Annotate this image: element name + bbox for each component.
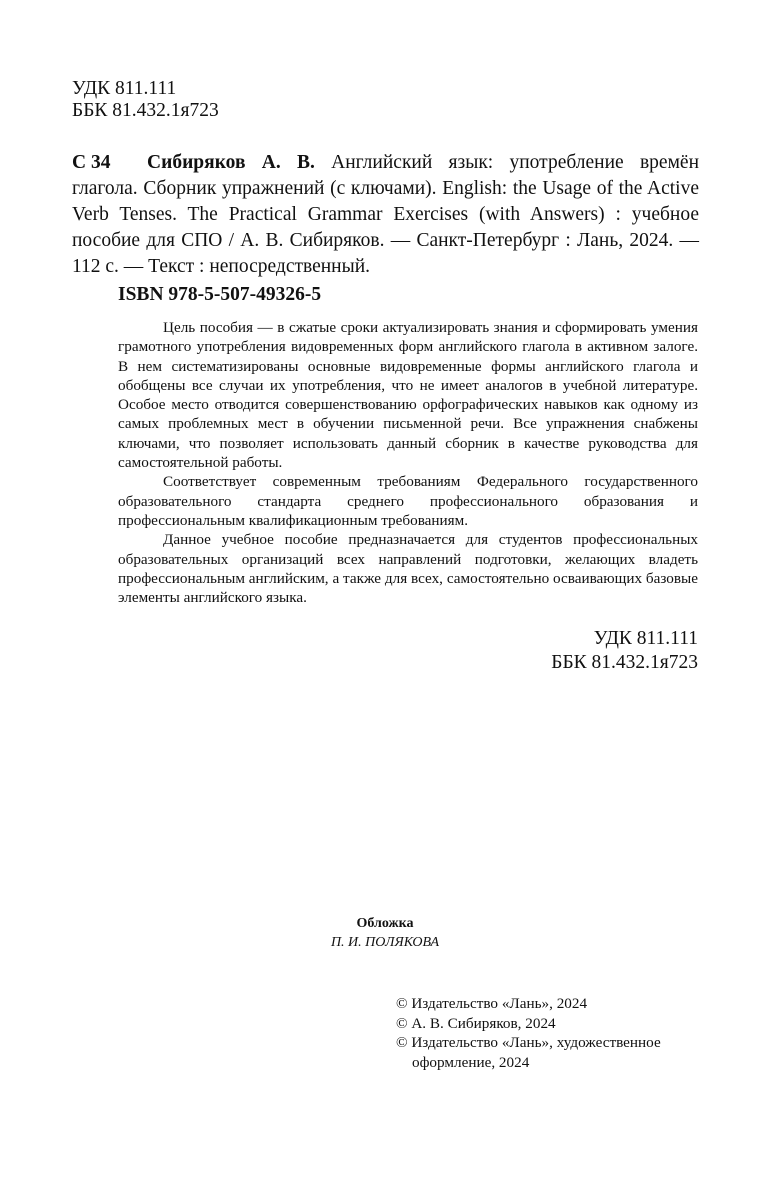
udk-code: УДК 811.111 <box>72 78 177 99</box>
copyright-line: © Издательство «Лань», 2024 <box>396 995 588 1012</box>
copyright-line: © А. В. Сибиряков, 2024 <box>396 1014 556 1032</box>
abstract <box>118 318 698 607</box>
description-text: Английский язык: употребление времён глагола. Сборник упражнений (с ключами). English: the Usage of the Active Verb Tenses. The Practical Grammar Exercises (with Answers) : учебное пособие для СПО / А. В. Сибиряков. — Санкт-Петербург : Лань, 2024. — 112 с. — Текст : непосредственный. <box>72 152 700 277</box>
cover-designer: П. И. ПОЛЯКОВА <box>330 935 440 950</box>
bibliographic-description <box>72 150 699 280</box>
copyright-block <box>396 994 706 1072</box>
abstract-paragraph: Соответствует современным требованиям Федерального государственного образовательного стандарта среднего профессионального образования и профессиональным квалификационным требованиям. <box>118 473 698 529</box>
bbk-code: ББК 81.432.1я723 <box>551 652 698 673</box>
bbk-code: ББК 81.432.1я723 <box>72 100 219 121</box>
author-name: Сибиряков А. В. <box>147 152 315 173</box>
isbn: ISBN 978-5-507-49326-5 <box>118 284 322 305</box>
udk-code: УДК 811.111 <box>593 628 698 649</box>
classification-block-top <box>72 78 219 122</box>
cover-label: Обложка <box>356 916 414 931</box>
copyright-line: © Издательство «Лань», художественное оформление, 2024 <box>396 1034 661 1071</box>
classification-block-bottom <box>551 627 698 675</box>
author-code: С 34 <box>72 152 111 173</box>
cover-credit <box>270 914 500 952</box>
abstract-paragraph: Цель пособия — в сжатые сроки актуализировать знания и сформировать умения грамотного употребления видовременных форм английского глагола в активном залоге. В нем систематизированы основные видовременные формы английского глагола и обобщены все случаи их употребления, что не имеет аналогов в учебной литературе. Особое место отводится совершенствованию орфографических навыков как одному из самых проблемных мест в обучении письменной речи. Все упражнения снабжены ключами, что позволяет использовать данный сборник в качестве руководства для самостоятельной работы. <box>118 319 698 472</box>
abstract-paragraph: Данное учебное пособие предназначается для студентов профессиональных образовательных организаций всех направлений подготовки, желающих владеть профессиональным английским, а также для всех, самостоятельно осваивающих базовые элементы английского языка. <box>118 531 698 607</box>
